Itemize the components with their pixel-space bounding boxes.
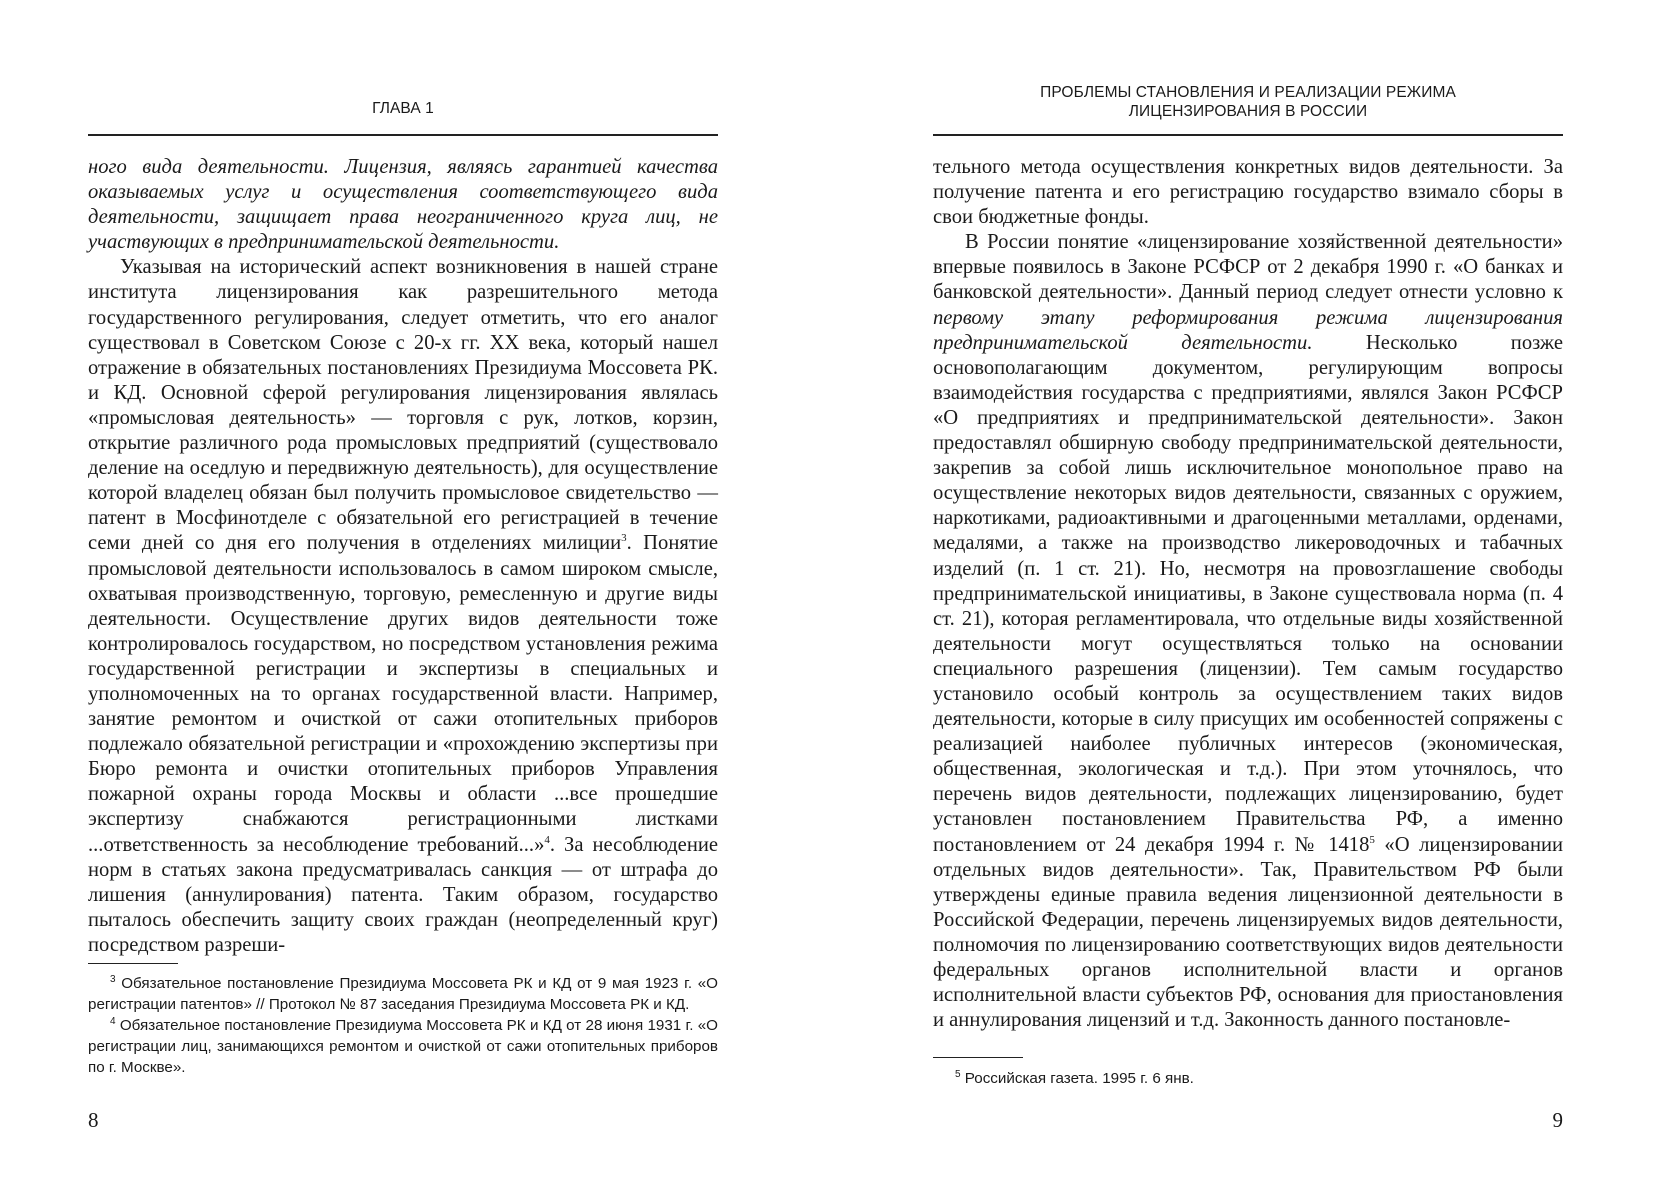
footnote-mark: 3 <box>110 974 116 985</box>
text-run: Несколько позже основополагающим документом, регулирующим вопросы взаимодействия государства с предприятиями, являлся Закон РСФСР «О предприятиях и предпринимательской деятельности». Закон предоставлял обширную свободу предпринимательской деятельности, закрепив за собой лишь исключительное монопольное право на осуществление некоторых видов деятельности, связанных с оружием, наркотиками, радиоактивными и драгоценными металлами, орденами, медалями, а также на производство ликероводочных и табачных изделий (п. 1 ст. 21). Но, несмотря на провозглашение свободы предпринимательской инициативы, в Законе существовала норма (п. 4 ст. 21), которая регламентировала, что отдельные виды хозяйственной деятельности могут осуществляться только на основании специального разрешения (лицензии). Тем самым государство установило особый контроль за осуществлением таких видов деятельности, которые в силу присущих им особенностей сопряжены с реализацией наиболее публичных интересов (экономическая, общественная, экологическая и т.д.). При этом уточнялось, что перечень видов деятельности, подлежащих лицензированию, будет установлен постановлением Правительства РФ, а именно постановлением от 24 декабря 1994 г. № 1418 <box>933 331 1563 856</box>
body-text <box>933 155 1563 1033</box>
footnote-rule <box>88 963 178 964</box>
running-head-line: ПРОБЛЕМЫ СТАНОВЛЕНИЯ И РЕАЛИЗАЦИИ РЕЖИМА <box>1040 84 1456 101</box>
footnotes <box>933 1068 1563 1089</box>
footnotes <box>88 973 718 1078</box>
italic-text: ного вида деятельности. Лицензия, являясь гарантией качества оказываемых услуг и осуществления соответствующего вида деятельности, защищает права неограниченного круга лиц, не участвующих в предпринимательской деятельности. <box>88 156 718 254</box>
page-number: 9 <box>1552 1108 1563 1132</box>
footnote-4 <box>88 1015 718 1078</box>
text-run: Указывая на исторический аспект возникновения в нашей стране института лицензирования как разрешительного метода государственного регулирования, следует отметить, что его аналог существовал в Советском Союзе с 20-х гг. XX века, который нашел отражение в обязательных постановлениях Президиума Моссовета РК. и КД. Основной сферой регулирования лицензирования являлась «промысловая деятельность» — торговля с рук, лотков, корзин, открытие различного рода промысловых предприятий (существовало деление на оседлую и передвижную деятельность), для осуществление которой владелец обязан был получить промысловое свидетельство — патент в Мосфинотделе с обязательной его регистрацией в течение семи дней со дня его получения в отделениях милиции <box>88 256 718 555</box>
footnote-mark: 5 <box>955 1069 961 1080</box>
footnote-mark: 4 <box>110 1016 116 1027</box>
text-run: . Понятие промысловой деятельности использовалось в самом широком смысле, охватывая производственную, торговую, ремесленную и другие виды деятельности. Осуществление других видов деятельности тоже контролировалось государством, но посредством установления режима государственной регистрации и экспертизы в специальных и уполномоченных на то органах государственной власти. Например, занятие ремонтом и очисткой от сажи отопительных приборов подлежало обязательной регистрации и «прохождению экспертизы при Бюро ремонта и очистки отопительных приборов Управления пожарной охраны города Москвы и области ...все прошедшие экспертизу снабжаются регистрационными листками ...ответственность за несоблюдение требований...» <box>88 532 718 856</box>
paragraph <box>88 255 718 958</box>
footnote-5 <box>933 1068 1563 1089</box>
paragraph: тельного метода осуществления конкретных видов деятельности. За получение патента и его регистрацию государство взимало сборы в свои бюджетные фонды. <box>933 156 1563 229</box>
text-run: В России понятие «лицензирование хозяйственной деятельности» впервые появилось в Законе РСФСР от 2 декабря 1990 г. «О банках и банковской деятельности». Данный период следует отнести условно к <box>933 231 1563 304</box>
running-head <box>88 99 718 118</box>
running-head <box>933 83 1563 121</box>
footnote-text: Обязательное постановление Президиума Моссовета РК и КД от 9 мая 1923 г. «О регистрации патентов» // Протокол № 87 заседания Президиума Моссовета РК и КД. <box>88 975 718 1013</box>
paragraph <box>933 230 1563 1033</box>
text-run: «О лицензировании отдельных видов деятельности». Так, Правительством РФ были утверждены единые правила ведения лицензионной деятельности в Российской Федерации, перечень лицензируемых видов деятельности, полномочия по лицензированию соответствующих видов деятельности федеральных органов исполнительной власти и органов исполнительной власти субъектов РФ, основания для приостановления и аннулирования лицензий и т.д. Законность данного постановле- <box>933 833 1564 1032</box>
text-run: . За несоблюдение норм в статьях закона предусматривалась санкция — от штрафа до лишения (аннулирования) патента. Таким образом, государство пыталось обеспечить защиту своих граждан (неопределенный круг) посредством разреши- <box>88 833 718 956</box>
footnote-text: Обязательное постановление Президиума Моссовета РК и КД от 28 июня 1931 г. «О регистрации лиц, занимающихся ремонтом и очисткой от сажи отопительных приборов по г. Москве». <box>88 1017 718 1076</box>
running-head-line: ЛИЦЕНЗИРОВАНИЯ В РОССИИ <box>1128 103 1368 120</box>
right-page <box>933 0 1563 1199</box>
footnote-3 <box>88 973 718 1015</box>
running-head-text: ГЛАВА 1 <box>372 100 434 117</box>
page-number: 8 <box>88 1108 99 1132</box>
footnote-rule <box>933 1057 1023 1058</box>
header-rule <box>88 134 718 136</box>
footnote-reference-4[interactable]: 4 <box>544 833 550 846</box>
italic-text: первому этапу реформирования режима лицензирования предпринимательской деятельности. <box>933 306 1563 354</box>
left-page <box>88 0 718 1199</box>
header-rule <box>933 134 1563 136</box>
footnote-reference-3[interactable]: 3 <box>621 532 627 545</box>
paragraph <box>88 155 718 255</box>
footnote-text: Российская газета. 1995 г. 6 янв. <box>960 1070 1194 1087</box>
footnote-reference-5[interactable]: 5 <box>1369 833 1375 846</box>
body-text <box>88 155 718 958</box>
